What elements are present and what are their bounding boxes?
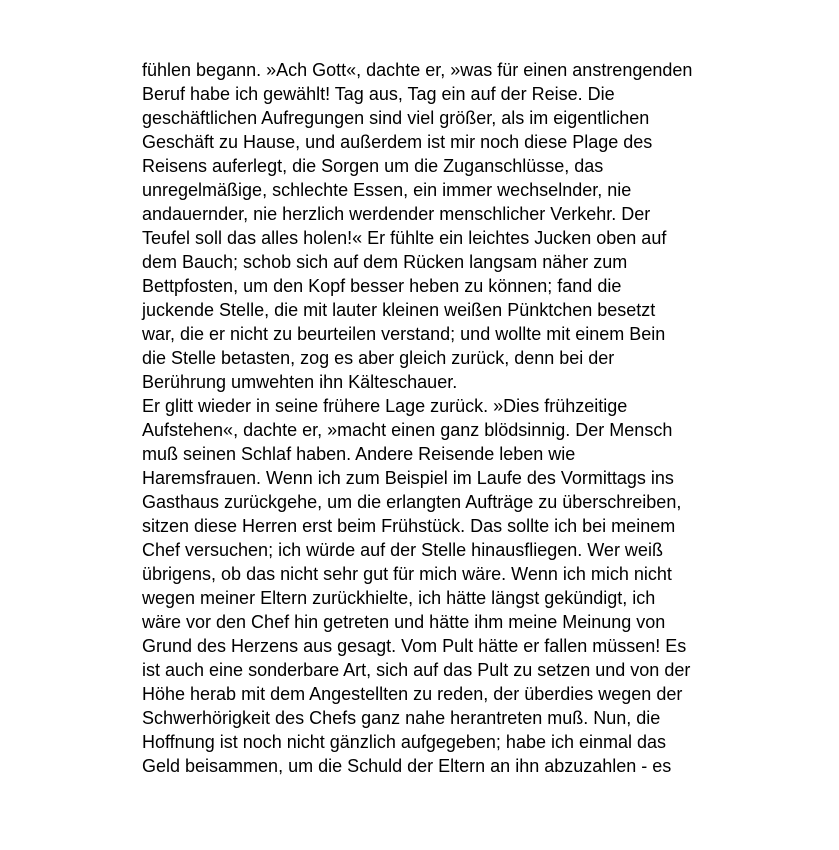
text-line: Gasthaus zurückgehe, um die erlangten Aufträge zu überschreiben, [142, 492, 682, 512]
text-line: muß seinen Schlaf haben. Andere Reisende leben wie [142, 444, 576, 464]
document-page [142, 58, 822, 778]
paragraph-1 [142, 58, 822, 394]
text-line: sitzen diese Herren erst beim Frühstück. Das sollte ich bei meinem [142, 516, 676, 536]
text-line: war, die er nicht zu beurteilen verstand; und wollte mit einem Bein [142, 324, 666, 344]
text-line: Grund des Herzens aus gesagt. Vom Pult hätte er fallen müssen! Es [142, 636, 687, 656]
text-line: fühlen begann. »Ach Gott«, dachte er, »was für einen anstrengenden [142, 60, 693, 80]
text-line: Beruf habe ich gewählt! Tag aus, Tag ein auf der Reise. Die [142, 84, 615, 104]
text-line: Aufstehen«, dachte er, »macht einen ganz blödsinnig. Der Mensch [142, 420, 673, 440]
text-line: juckende Stelle, die mit lauter kleinen weißen Pünktchen besetzt [142, 300, 656, 320]
text-line: Haremsfrauen. Wenn ich zum Beispiel im Laufe des Vormittags ins [142, 468, 674, 488]
text-line: ist auch eine sonderbare Art, sich auf das Pult zu setzen und von der [142, 660, 691, 680]
text-line: Schwerhörigkeit des Chefs ganz nahe herantreten muß. Nun, die [142, 708, 661, 728]
text-line: Geld beisammen, um die Schuld der Eltern an ihn abzuzahlen - es [142, 756, 672, 776]
text-line: wegen meiner Eltern zurückhielte, ich hätte längst gekündigt, ich [142, 588, 656, 608]
text-line: wäre vor den Chef hin getreten und hätte ihm meine Meinung von [142, 612, 666, 632]
text-line: übrigens, ob das nicht sehr gut für mich wäre. Wenn ich mich nicht [142, 564, 672, 584]
text-line: Hoffnung ist noch nicht gänzlich aufgegeben; habe ich einmal das [142, 732, 667, 752]
paragraph-2 [142, 394, 822, 778]
text-line: Berührung umwehten ihn Kälteschauer. [142, 372, 458, 392]
text-line: unregelmäßige, schlechte Essen, ein immer wechselnder, nie [142, 180, 632, 200]
text-line: andauernder, nie herzlich werdender menschlicher Verkehr. Der [142, 204, 651, 224]
text-line: Geschäft zu Hause, und außerdem ist mir noch diese Plage des [142, 132, 653, 152]
text-line: Höhe herab mit dem Angestellten zu reden, der überdies wegen der [142, 684, 683, 704]
text-line: dem Bauch; schob sich auf dem Rücken langsam näher zum [142, 252, 628, 272]
text-line: Chef versuchen; ich würde auf der Stelle hinausfliegen. Wer weiß [142, 540, 663, 560]
text-line: Reisens auferlegt, die Sorgen um die Zuganschlüsse, das [142, 156, 604, 176]
text-line: Er glitt wieder in seine frühere Lage zurück. »Dies frühzeitige [142, 396, 628, 416]
text-line: die Stelle betasten, zog es aber gleich zurück, denn bei der [142, 348, 615, 368]
text-line: geschäftlichen Aufregungen sind viel größer, als im eigentlichen [142, 108, 650, 128]
text-line: Teufel soll das alles holen!« Er fühlte ein leichtes Jucken oben auf [142, 228, 667, 248]
text-line: Bettpfosten, um den Kopf besser heben zu können; fand die [142, 276, 622, 296]
